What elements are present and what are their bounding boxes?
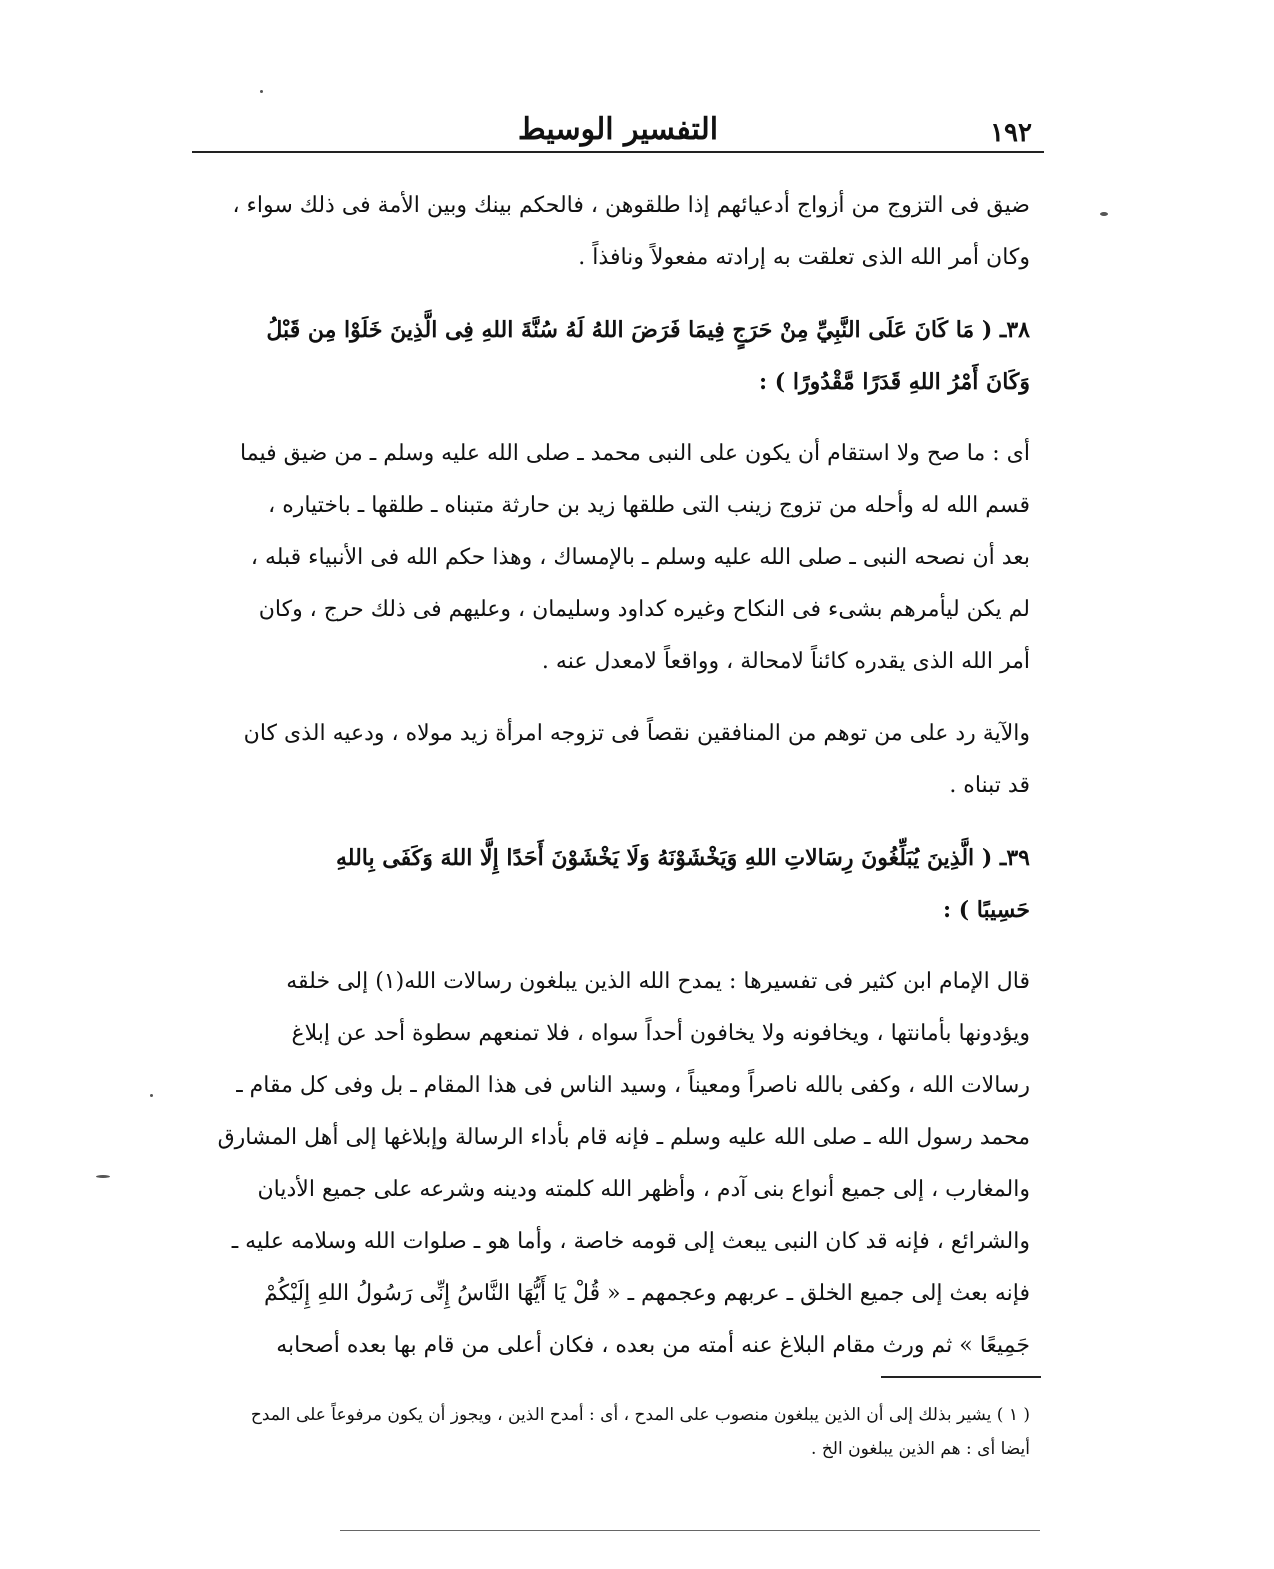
text-line: جَمِيعًا » ثم ورث مقام البلاغ عنه أمته من بعده ، فكان أعلى من قام بها بعده أصحابه: [276, 1333, 1030, 1358]
text-line: والآية رد على من توهم من المنافقين نقصاً فى تزوجه امرأة زيد مولاه ، ودعيه الذى كان: [243, 721, 1030, 746]
verse-line: وَكَانَ أَمْرُ اللهِ قَدَرًا مَّقْدُورًا ) :: [759, 369, 1030, 395]
text-line: ضيق فى التزوج من أزواج أدعيائهم إذا طلقوهن ، فالحكم بينك وبين الأمة فى ذلك سواء ،: [232, 193, 1030, 218]
scan-speck: [96, 1175, 110, 1178]
running-title: التفسير الوسيط: [517, 112, 719, 147]
text-line: لم يكن ليأمرهم بشىء فى النكاح وغيره كداود وسليمان ، وعليهم فى ذلك حرج ، وكان: [258, 597, 1030, 622]
verse-line: ٣٨ـ ( مَا كَانَ عَلَى النَّبِيِّ مِنْ حَرَجٍ فِيمَا فَرَضَ اللهُ لَهُ سُنَّةَ اللهِ فِى الَّذِينَ خَلَوْا مِن قَبْلُ: [266, 317, 1030, 343]
footnotes: [192, 1398, 1030, 1466]
paragraph-intro: [192, 180, 1030, 284]
text-line: بعد أن نصحه النبى ـ صلى الله عليه وسلم ـ بالإمساك ، وهذا حكم الله فى الأنبياء قبله ،: [250, 545, 1030, 570]
verse-39: [192, 832, 1030, 936]
verse-line: ٣٩ـ ( الَّذِينَ يُبَلِّغُونَ رِسَالاتِ اللهِ وَيَخْشَوْنَهُ وَلَا يَخْشَوْنَ أَحَدًا إِلَّا اللهَ وَكَفَى بِاللهِ: [336, 845, 1030, 871]
text-line: والشرائع ، فإنه قد كان النبى يبعث إلى قومه خاصة ، وأما هو ـ صلوات الله وسلامه عليه ـ: [231, 1229, 1030, 1254]
bottom-scan-edge: [340, 1530, 1040, 1531]
text-line: قسم الله له وأحله من تزوج زينب التى طلقها زيد بن حارثة متبناه ـ طلقها ـ باختياره ،: [268, 493, 1030, 518]
footnote-line: ( ١ ) يشير بذلك إلى أن الذين يبلغون منصوب على المدح ، أى : أمدح الذين ، ويجوز أن يكون مرفوعاً على المدح: [250, 1405, 1030, 1425]
text-line: محمد رسول الله ـ صلى الله عليه وسلم ـ فإنه قام بأداء الرسالة وإبلاغها إلى أهل المشارق: [217, 1125, 1030, 1150]
paragraph-refutation: [192, 708, 1030, 812]
paragraph-ibn-kathir: [192, 956, 1030, 1372]
verse-line: حَسِيبًا ) :: [942, 897, 1030, 923]
text-line: قد تبناه .: [949, 773, 1030, 798]
page-number: ١٩٢: [990, 118, 1032, 148]
footnote-rule: [881, 1376, 1041, 1378]
page-header: [192, 108, 1044, 152]
footnote-line: أيضا أى : هم الذين يبلغون الخ .: [811, 1439, 1030, 1459]
header-rule: [192, 151, 1044, 153]
paragraph-commentary-38: [192, 428, 1030, 688]
text-line: فإنه بعث إلى جميع الخلق ـ عربهم وعجمهم ـ « قُلْ يَا أَيُّهَا النَّاسُ إِنِّى رَسُولُ اللهِ إِلَيْكُمْ: [263, 1281, 1030, 1306]
verse-38: [192, 304, 1030, 408]
text-line: وكان أمر الله الذى تعلقت به إرادته مفعولاً ونافذاً .: [578, 245, 1030, 270]
text-line: والمغارب ، إلى جميع أنواع بنى آدم ، وأظهر الله كلمته ودينه وشرعه على جميع الأديان: [257, 1177, 1030, 1202]
text-line: قال الإمام ابن كثير فى تفسيرها : يمدح الله الذين يبلغون رسالات الله(١) إلى خلقه: [286, 969, 1030, 994]
scan-speck: [260, 90, 263, 93]
scan-speck: [1100, 212, 1108, 216]
text-line: أى : ما صح ولا استقام أن يكون على النبى محمد ـ صلى الله عليه وسلم ـ من ضيق فيما: [240, 441, 1030, 466]
body-text: [192, 180, 1030, 1372]
scan-speck: [150, 1094, 153, 1097]
text-line: رسالات الله ، وكفى بالله ناصراً ومعيناً ، وسيد الناس فى هذا المقام ـ بل وفى كل مقام ـ: [236, 1073, 1030, 1098]
text-line: أمر الله الذى يقدره كائناً لامحالة ، وواقعاً لامعدل عنه .: [541, 649, 1030, 674]
text-line: ويؤدونها بأمانتها ، ويخافونه ولا يخافون أحداً سواه ، فلا تمنعهم سطوة أحد عن إبلاغ: [291, 1021, 1030, 1046]
